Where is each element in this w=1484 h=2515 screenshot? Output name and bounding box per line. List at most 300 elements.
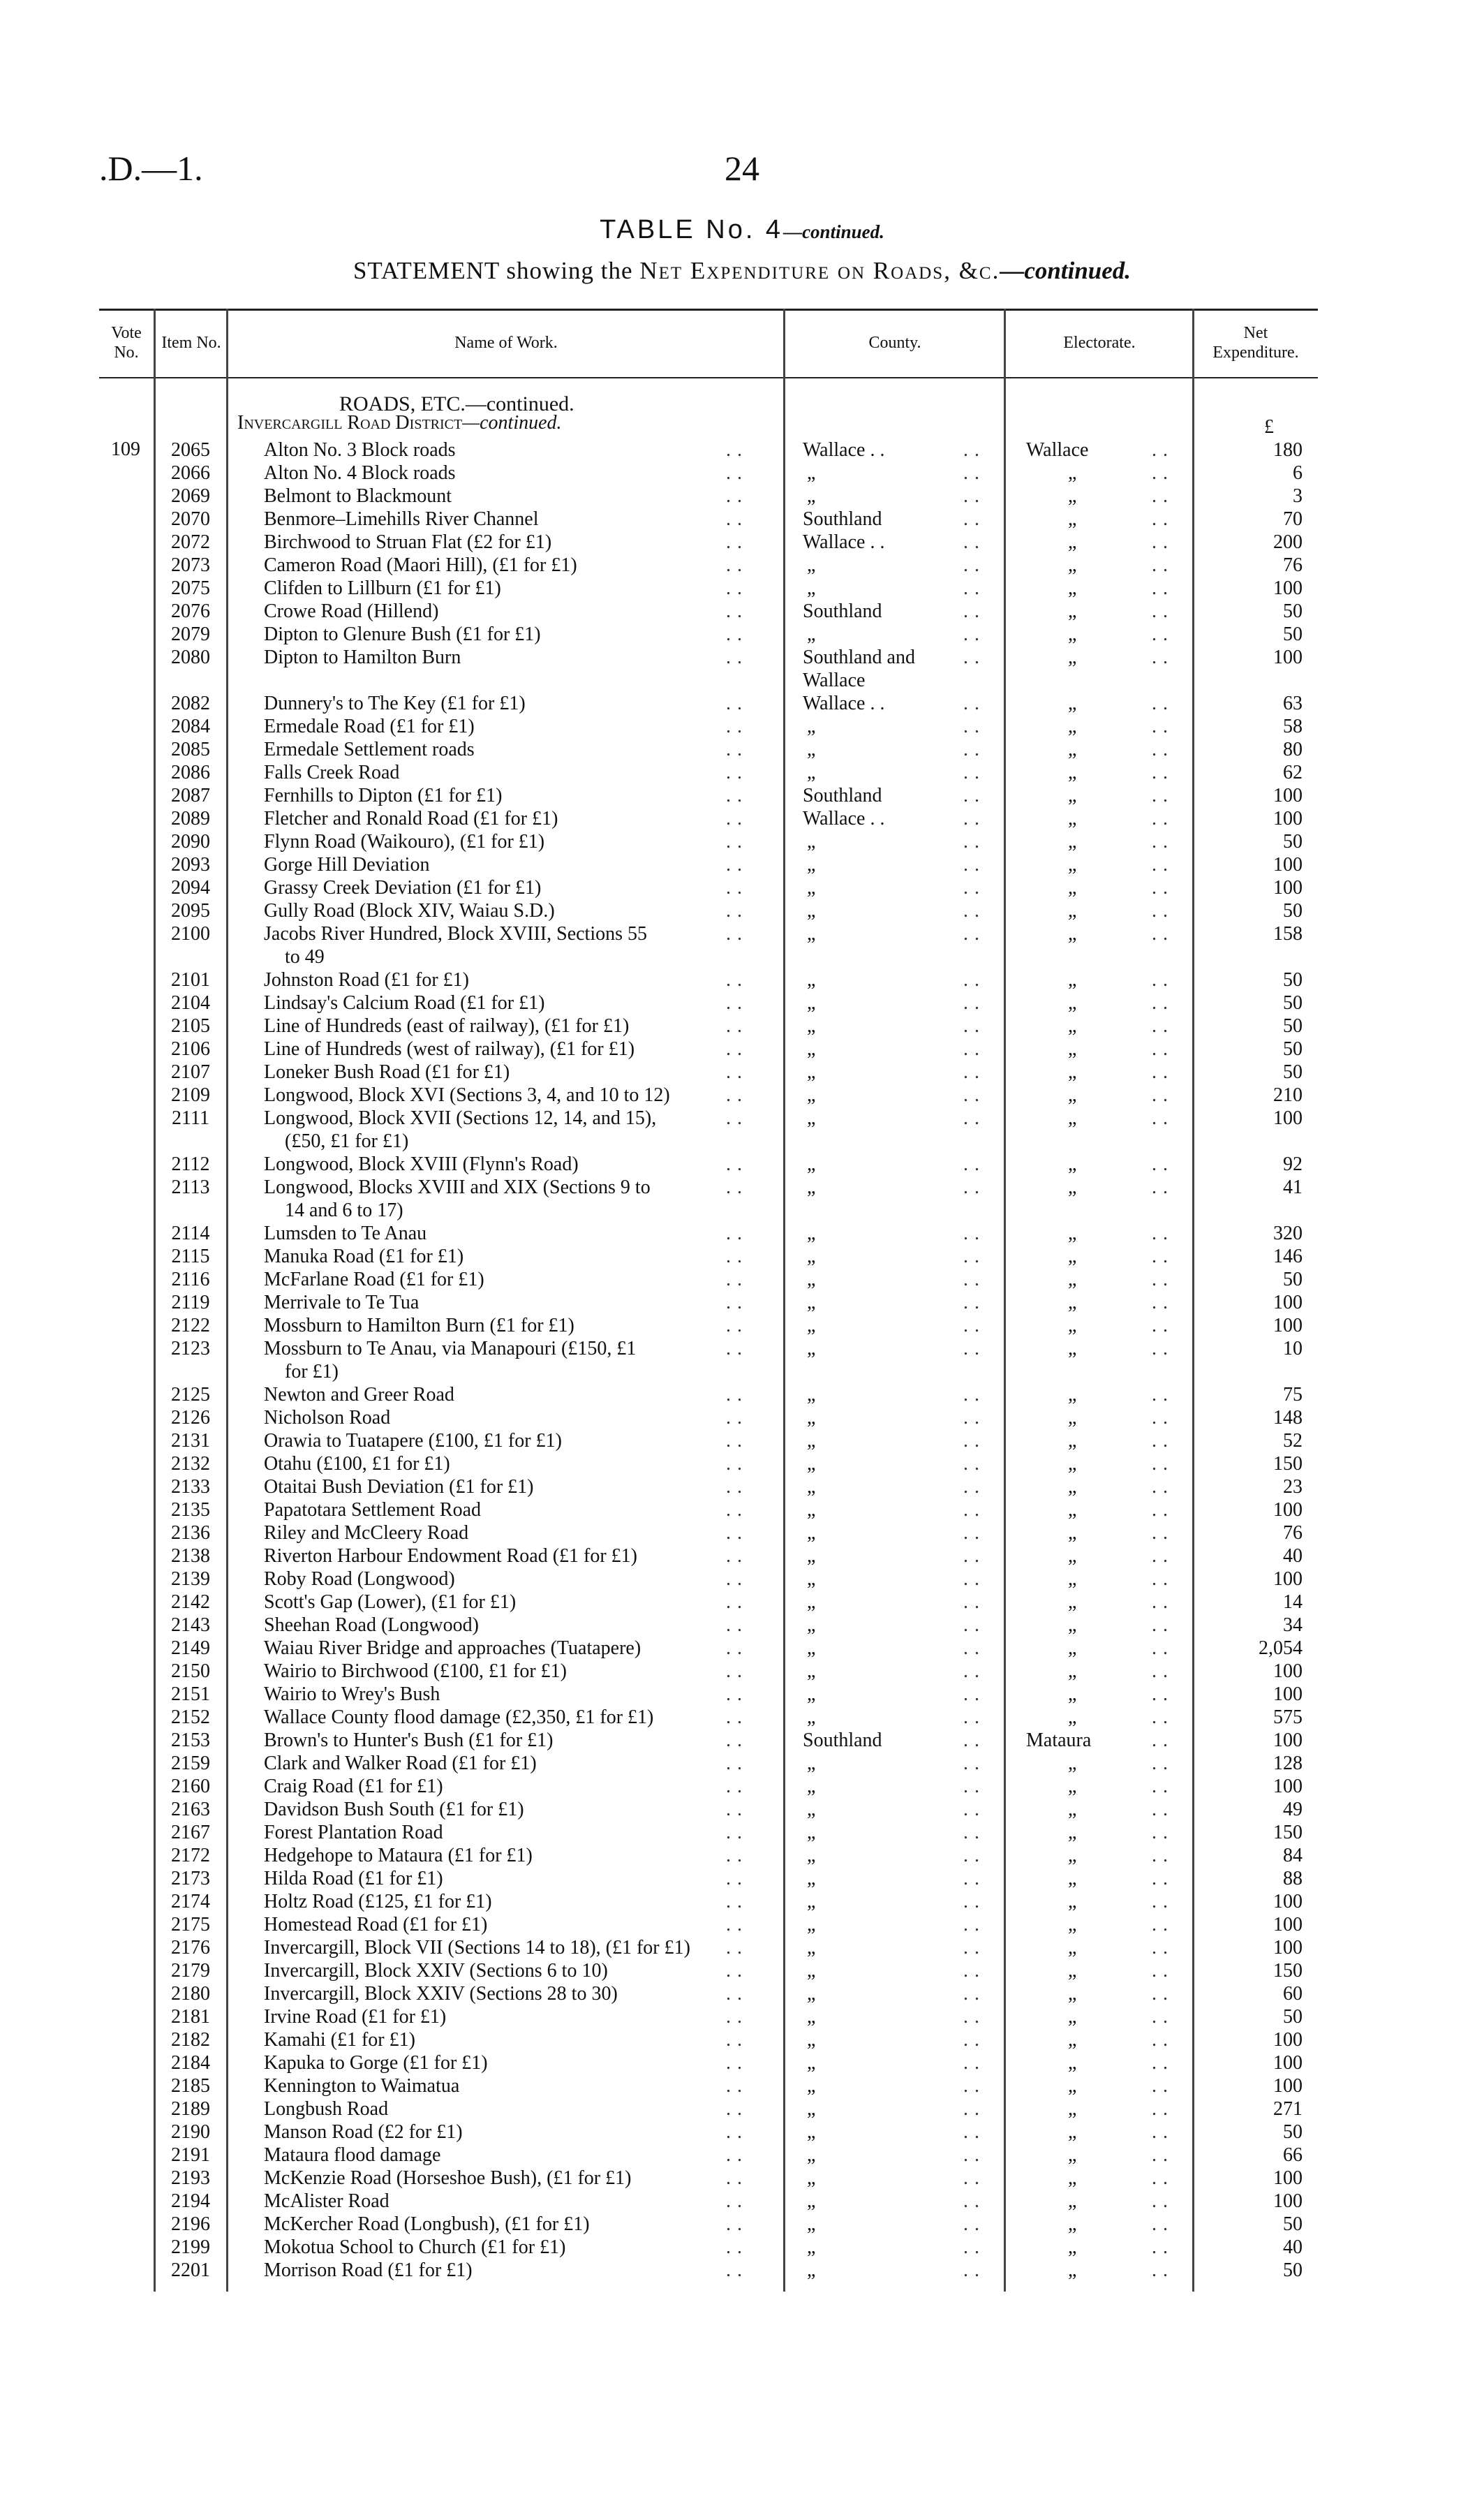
leader-dots: . .: [1152, 1153, 1168, 1175]
electorate-value: „: [1068, 1061, 1077, 1083]
leader-dots: . .: [963, 1476, 980, 1498]
county-value: Southland: [803, 600, 882, 622]
leader-dots: . .: [1152, 900, 1168, 922]
county-value: „: [807, 624, 816, 645]
net-expenditure-value: 158: [1273, 923, 1303, 945]
item-number: 2090: [171, 831, 210, 853]
table-row: [0, 1614, 1484, 1637]
county-value: „: [807, 485, 816, 507]
leader-dots: . .: [1152, 1753, 1168, 1774]
leader-dots: . .: [963, 1177, 980, 1198]
county-value: „: [807, 1223, 816, 1244]
leader-dots: . .: [726, 1338, 743, 1359]
leader-dots: . .: [963, 1246, 980, 1267]
electorate-value: „: [1068, 2121, 1077, 2143]
electorate-value: „: [1068, 2190, 1077, 2212]
county-value: „: [807, 1614, 816, 1636]
leader-dots: . .: [1152, 647, 1168, 668]
work-name-line: Kennington to Waimatua: [264, 2075, 460, 2097]
work-name-line: Dipton to Glenure Bush (£1 for £1): [264, 624, 541, 645]
county-value: „: [807, 1499, 816, 1521]
county-value: „: [807, 762, 816, 783]
leader-dots: . .: [1152, 1706, 1168, 1728]
leader-dots: . .: [1152, 1776, 1168, 1797]
leader-dots: . .: [963, 1683, 980, 1705]
work-name: [264, 554, 764, 577]
section-heading: ROADS, ETC.—continued.: [339, 392, 574, 415]
table-row: [0, 1498, 1484, 1521]
leader-dots: . .: [726, 2167, 743, 2189]
county-value: „: [807, 1061, 816, 1083]
county-value: „: [807, 2075, 816, 2097]
leader-dots: . .: [1152, 2167, 1168, 2189]
table-row: [0, 1314, 1484, 1337]
work-name: [264, 2051, 764, 2074]
electorate-value: „: [1068, 808, 1077, 829]
table-row: [0, 554, 1484, 577]
net-expenditure-value: 10: [1283, 1338, 1303, 1359]
table-row: [0, 1337, 1484, 1383]
county-value: „: [807, 2213, 816, 2235]
leader-dots: . .: [726, 877, 743, 899]
county-value: „: [807, 554, 816, 576]
item-number: 2125: [171, 1384, 210, 1406]
electorate-value: „: [1068, 1246, 1077, 1267]
item-number: 2107: [171, 1061, 210, 1083]
leader-dots: . .: [726, 1776, 743, 1797]
leader-dots: . .: [726, 854, 743, 876]
electorate-value: „: [1068, 1453, 1077, 1475]
net-expenditure-value: 50: [1283, 1269, 1303, 1290]
item-number: 2066: [171, 462, 210, 484]
table-row: [0, 2097, 1484, 2121]
leader-dots: . .: [963, 600, 980, 622]
work-name-line: Johnston Road (£1 for £1): [264, 969, 469, 991]
work-name: [264, 438, 764, 462]
item-number: 2109: [171, 1084, 210, 1106]
table-row: [0, 1061, 1484, 1084]
leader-dots: . .: [726, 1683, 743, 1705]
county-value: „: [807, 1637, 816, 1659]
leader-dots: . .: [726, 1868, 743, 1889]
leader-dots: . .: [963, 1384, 980, 1406]
leader-dots: . .: [1152, 439, 1168, 461]
item-number: 2201: [171, 2259, 210, 2281]
electorate-value: „: [1068, 1107, 1077, 1129]
county-value: Southland and Wallace: [803, 647, 915, 691]
electorate-value: „: [1068, 1799, 1077, 1820]
net-expenditure-value: 92: [1283, 1153, 1303, 1175]
work-name: [264, 1568, 764, 1591]
work-name-line: Otaitai Bush Deviation (£1 for £1): [264, 1476, 534, 1498]
electorate-value: „: [1068, 1476, 1077, 1498]
electorate-value: Wallace: [1026, 439, 1089, 461]
electorate-value: „: [1068, 716, 1077, 737]
net-expenditure-value: 23: [1283, 1476, 1303, 1498]
county-value: „: [807, 1338, 816, 1359]
table-row: [0, 807, 1484, 830]
net-expenditure-value: 100: [1273, 785, 1303, 806]
table-row: [0, 1176, 1484, 1222]
leader-dots: . .: [726, 1061, 743, 1083]
electorate-value: „: [1068, 2144, 1077, 2166]
county-value: „: [807, 1315, 816, 1336]
leader-dots: . .: [1152, 1061, 1168, 1083]
work-name-line: Invercargill, Block VII (Sections 14 to 18), (£1 for £1): [264, 1937, 690, 1959]
leader-dots: . .: [963, 2029, 980, 2051]
work-name-line: to 49: [285, 946, 325, 968]
leader-dots: . .: [963, 624, 980, 645]
leader-dots: . .: [726, 1660, 743, 1682]
item-number: 2139: [171, 1568, 210, 1590]
table-row: [0, 1084, 1484, 1107]
net-expenditure-value: 180: [1273, 439, 1303, 461]
work-name-line: Alton No. 3 Block roads: [264, 439, 456, 461]
work-name-line: Falls Creek Road: [264, 762, 400, 783]
leader-dots: . .: [726, 1084, 743, 1106]
leader-dots: . .: [726, 739, 743, 760]
leader-dots: . .: [726, 1983, 743, 2005]
header-net-expenditure: Net Expenditure.: [1212, 324, 1299, 362]
leader-dots: . .: [963, 2098, 980, 2120]
work-name-line: Forest Plantation Road: [264, 1822, 443, 1843]
table-row: [0, 1936, 1484, 1959]
leader-dots: . .: [1152, 1729, 1168, 1751]
leader-dots: . .: [963, 785, 980, 806]
work-name-line: Wallace County flood damage (£2,350, £1 for £1): [264, 1706, 654, 1728]
leader-dots: . .: [963, 992, 980, 1014]
table-row: [0, 1591, 1484, 1614]
leader-dots: . .: [726, 1706, 743, 1728]
work-name-line: Riverton Harbour Endowment Road (£1 for £1): [264, 1545, 637, 1567]
county-value: „: [807, 854, 816, 876]
leader-dots: . .: [726, 531, 743, 553]
work-name: [264, 2190, 764, 2213]
electorate-value: „: [1068, 485, 1077, 507]
county-value: Wallace . .: [803, 531, 885, 553]
item-number: 2112: [171, 1153, 210, 1175]
item-number: 2190: [171, 2121, 210, 2143]
electorate-value: „: [1068, 1960, 1077, 1982]
electorate-value: „: [1068, 1407, 1077, 1429]
table-row: [0, 1959, 1484, 1982]
leader-dots: . .: [1152, 1476, 1168, 1498]
electorate-value: „: [1068, 1338, 1077, 1359]
county-value: „: [807, 969, 816, 991]
work-name: [264, 2259, 764, 2282]
net-expenditure-value: 200: [1273, 531, 1303, 553]
leader-dots: . .: [1152, 508, 1168, 530]
leader-dots: . .: [726, 1038, 743, 1060]
county-value: Wallace . .: [803, 693, 885, 714]
net-expenditure-value: 100: [1273, 1499, 1303, 1521]
county-value: „: [807, 2236, 816, 2258]
leader-dots: . .: [963, 762, 980, 783]
leader-dots: . .: [963, 1522, 980, 1544]
table-row: [0, 2236, 1484, 2259]
electorate-value: „: [1068, 624, 1077, 645]
leader-dots: . .: [963, 1822, 980, 1843]
net-expenditure-value: 50: [1283, 900, 1303, 922]
electorate-value: „: [1068, 1292, 1077, 1313]
net-expenditure-value: 50: [1283, 1061, 1303, 1083]
table-row: [0, 2028, 1484, 2051]
county-value: Wallace . .: [803, 439, 885, 461]
item-number: 2151: [171, 1683, 210, 1705]
work-name-line: Riley and McCleery Road: [264, 1522, 469, 1544]
net-expenditure-value: 52: [1283, 1430, 1303, 1452]
work-name-line: Nicholson Road: [264, 1407, 391, 1429]
work-name: [264, 2167, 764, 2190]
leader-dots: . .: [1152, 716, 1168, 737]
work-name-line: Clark and Walker Road (£1 for £1): [264, 1753, 537, 1774]
work-name-line: Roby Road (Longwood): [264, 1568, 455, 1590]
table-row: [0, 600, 1484, 623]
county-value: „: [807, 1522, 816, 1544]
net-expenditure-value: 100: [1273, 2190, 1303, 2212]
electorate-value: „: [1068, 531, 1077, 553]
leader-dots: . .: [963, 1799, 980, 1820]
leader-dots: . .: [1152, 877, 1168, 899]
leader-dots: . .: [1152, 2144, 1168, 2166]
leader-dots: . .: [963, 2144, 980, 2166]
leader-dots: . .: [1152, 600, 1168, 622]
leader-dots: . .: [1152, 1384, 1168, 1406]
electorate-value: „: [1068, 762, 1077, 783]
leader-dots: . .: [726, 2190, 743, 2212]
leader-dots: . .: [1152, 2259, 1168, 2281]
work-name-line: Holtz Road (£125, £1 for £1): [264, 1891, 492, 1912]
leader-dots: . .: [963, 2052, 980, 2074]
leader-dots: . .: [963, 485, 980, 507]
table-row: [0, 922, 1484, 968]
item-number: 2072: [171, 531, 210, 553]
leader-dots: . .: [963, 1960, 980, 1982]
table-row: [0, 1752, 1484, 1775]
leader-dots: . .: [963, 1776, 980, 1797]
work-name: [264, 738, 764, 761]
electorate-value: „: [1068, 1499, 1077, 1521]
leader-dots: . .: [963, 1568, 980, 1590]
electorate-value: „: [1068, 508, 1077, 530]
leader-dots: . .: [963, 923, 980, 945]
item-number: 2070: [171, 508, 210, 530]
electorate-value: „: [1068, 2167, 1077, 2189]
net-expenditure-value: 41: [1283, 1177, 1303, 1198]
electorate-value: „: [1068, 923, 1077, 945]
electorate-value: „: [1068, 739, 1077, 760]
net-expenditure-value: 50: [1283, 831, 1303, 853]
table-row: [0, 485, 1484, 508]
leader-dots: . .: [963, 1453, 980, 1475]
leader-dots: . .: [963, 1983, 980, 2005]
county-value: „: [807, 2029, 816, 2051]
net-expenditure-value: 100: [1273, 1568, 1303, 1590]
leader-dots: . .: [1152, 2098, 1168, 2120]
header-county: County.: [868, 334, 921, 353]
leader-dots: . .: [963, 2006, 980, 2028]
work-name-line: Invercargill, Block XXIV (Sections 28 to 30): [264, 1983, 618, 2005]
electorate-value: „: [1068, 2006, 1077, 2028]
electorate-value: „: [1068, 1153, 1077, 1175]
item-number: 2087: [171, 785, 210, 806]
item-number: 2113: [171, 1177, 210, 1198]
leader-dots: . .: [726, 762, 743, 783]
item-number: 2180: [171, 1983, 210, 2005]
district-suffix: —continued.: [462, 412, 562, 434]
county-value: „: [807, 1706, 816, 1728]
work-name: [264, 1729, 764, 1752]
table-row: [0, 2167, 1484, 2190]
county-value: „: [807, 1177, 816, 1198]
net-expenditure-value: 40: [1283, 2236, 1303, 2258]
work-name: [264, 1084, 764, 1107]
item-number: 2173: [171, 1868, 210, 1889]
work-name-line: Irvine Road (£1 for £1): [264, 2006, 447, 2028]
work-name: [264, 922, 764, 968]
item-number: 2089: [171, 808, 210, 829]
item-number: 2133: [171, 1476, 210, 1498]
document-id: .D.—1.: [99, 149, 203, 188]
leader-dots: . .: [726, 1729, 743, 1751]
net-expenditure-value: 6: [1293, 462, 1303, 484]
leader-dots: . .: [1152, 992, 1168, 1014]
leader-dots: . .: [963, 577, 980, 599]
leader-dots: . .: [1152, 1822, 1168, 1843]
leader-dots: . .: [726, 1476, 743, 1498]
district-heading: [237, 412, 562, 434]
work-name: [264, 1337, 764, 1383]
leader-dots: . .: [726, 1315, 743, 1336]
leader-dots: . .: [726, 1545, 743, 1567]
leader-dots: . .: [963, 2259, 980, 2281]
work-name-line: Homestead Road (£1 for £1): [264, 1914, 488, 1935]
leader-dots: . .: [963, 439, 980, 461]
work-name-line: Orawia to Tuatapere (£100, £1 for £1): [264, 1430, 562, 1452]
county-value: „: [807, 1153, 816, 1175]
item-number: 2075: [171, 577, 210, 599]
statement-smallcaps: Net Expenditure on Roads, &c.: [639, 257, 1000, 284]
county-value: „: [807, 2052, 816, 2074]
work-name-line: Longwood, Block XVII (Sections 12, 14, and 15),: [264, 1107, 657, 1129]
county-value: „: [807, 716, 816, 737]
county-value: „: [807, 1453, 816, 1475]
district-name: Invercargill Road District: [237, 412, 463, 434]
leader-dots: . .: [1152, 1637, 1168, 1659]
work-name-line: Fernhills to Dipton (£1 for £1): [264, 785, 503, 806]
net-expenditure-value: 100: [1273, 1660, 1303, 1682]
work-name-line: Craig Road (£1 for £1): [264, 1776, 443, 1797]
work-name: [264, 715, 764, 738]
item-number: 2174: [171, 1891, 210, 1912]
work-name: [264, 1038, 764, 1061]
item-number: 2189: [171, 2098, 210, 2120]
leader-dots: . .: [963, 2213, 980, 2235]
work-name-line: (£50, £1 for £1): [285, 1130, 409, 1152]
header-item-no: Item No.: [161, 334, 221, 353]
item-number: 2095: [171, 900, 210, 922]
county-value: Wallace . .: [803, 808, 885, 829]
item-number: 2181: [171, 2006, 210, 2028]
table-body: [0, 438, 1484, 2282]
table-row: [0, 1452, 1484, 1475]
table-row: [0, 2213, 1484, 2236]
leader-dots: . .: [963, 462, 980, 484]
item-number: 2138: [171, 1545, 210, 1567]
table-row: [0, 2005, 1484, 2028]
county-value: „: [807, 1084, 816, 1106]
item-number: 2176: [171, 1937, 210, 1959]
table-row: [0, 1982, 1484, 2005]
net-expenditure-value: 150: [1273, 1822, 1303, 1843]
leader-dots: . .: [1152, 1868, 1168, 1889]
leader-dots: . .: [963, 831, 980, 853]
county-value: „: [807, 1983, 816, 2005]
electorate-value: „: [1068, 2259, 1077, 2281]
work-name: [264, 1498, 764, 1521]
leader-dots: . .: [1152, 808, 1168, 829]
work-name-line: Invercargill, Block XXIV (Sections 6 to 10): [264, 1960, 608, 1982]
leader-dots: . .: [726, 2259, 743, 2281]
item-number: 2185: [171, 2075, 210, 2097]
table-row: [0, 1775, 1484, 1798]
work-name: [264, 692, 764, 715]
leader-dots: . .: [726, 1914, 743, 1935]
item-number: 2167: [171, 1822, 210, 1843]
electorate-value: „: [1068, 1315, 1077, 1336]
item-number: 2126: [171, 1407, 210, 1429]
header-electorate: Electorate.: [1063, 334, 1136, 353]
electorate-value: „: [1068, 1914, 1077, 1935]
leader-dots: . .: [726, 693, 743, 714]
leader-dots: . .: [726, 1960, 743, 1982]
electorate-value: „: [1068, 1084, 1077, 1106]
net-expenditure-value: 100: [1273, 577, 1303, 599]
table-row: [0, 1038, 1484, 1061]
item-number: 2111: [172, 1107, 209, 1129]
work-name-line: Waiau River Bridge and approaches (Tuatapere): [264, 1637, 641, 1659]
net-expenditure-value: 100: [1273, 1891, 1303, 1912]
work-name: [264, 968, 764, 991]
work-name: [264, 1752, 764, 1775]
leader-dots: . .: [1152, 531, 1168, 553]
leader-dots: . .: [726, 1453, 743, 1475]
county-value: „: [807, 1568, 816, 1590]
net-expenditure-value: 49: [1283, 1799, 1303, 1820]
net-expenditure-value: 100: [1273, 2029, 1303, 2051]
electorate-value: „: [1068, 831, 1077, 853]
leader-dots: . .: [726, 1384, 743, 1406]
leader-dots: . .: [963, 2075, 980, 2097]
item-number: 2142: [171, 1591, 210, 1613]
work-name: [264, 1683, 764, 1706]
leader-dots: . .: [1152, 462, 1168, 484]
electorate-value: „: [1068, 1223, 1077, 1244]
leader-dots: . .: [726, 785, 743, 806]
electorate-value: „: [1068, 854, 1077, 876]
work-name: [264, 2121, 764, 2144]
work-name: [264, 1637, 764, 1660]
county-value: „: [807, 2259, 816, 2281]
leader-dots: . .: [1152, 1246, 1168, 1267]
item-number: 2116: [171, 1269, 210, 1290]
leader-dots: . .: [1152, 831, 1168, 853]
net-expenditure-value: 100: [1273, 1776, 1303, 1797]
item-number: 2199: [171, 2236, 210, 2258]
county-value: „: [807, 1407, 816, 1429]
work-name: [264, 1429, 764, 1452]
leader-dots: . .: [726, 1499, 743, 1521]
